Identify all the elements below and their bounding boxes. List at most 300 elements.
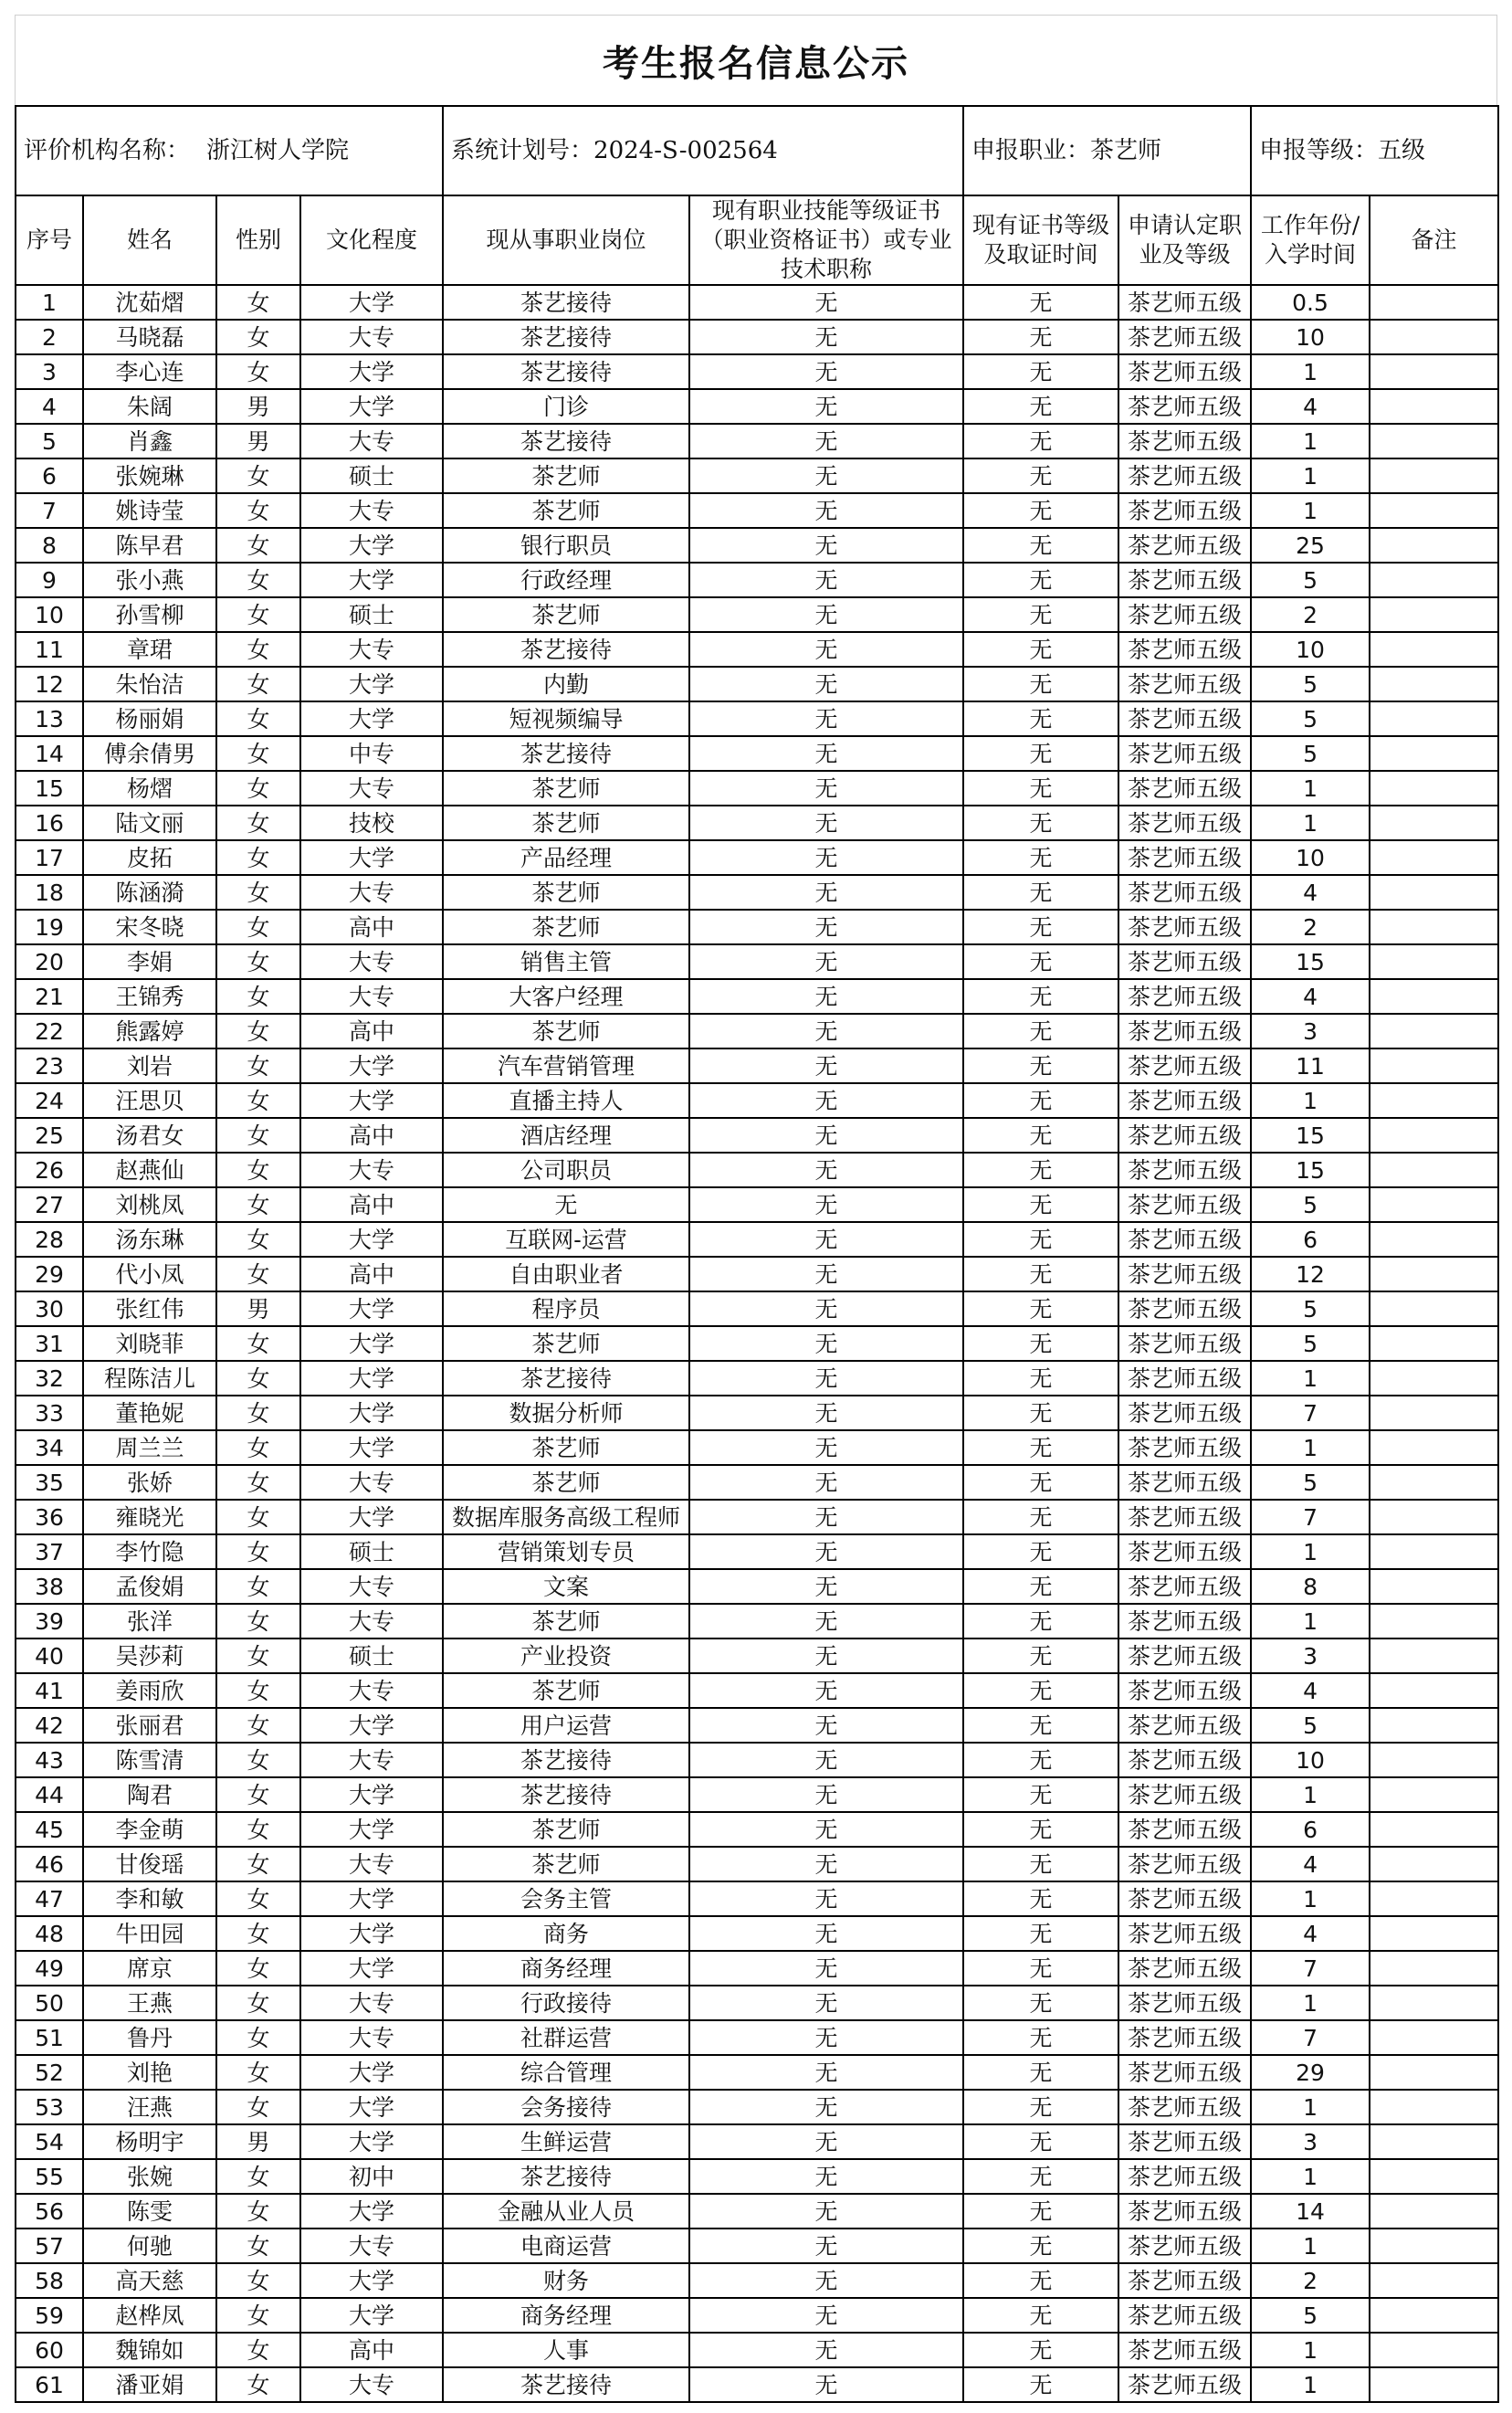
cell-name: 李竹隐 xyxy=(83,1534,216,1569)
cell-education: 大学 xyxy=(300,1500,443,1534)
table-row xyxy=(16,1604,1498,1639)
table-row xyxy=(16,979,1498,1014)
cell-name: 王燕 xyxy=(83,1986,216,2020)
cell-index: 19 xyxy=(16,910,83,944)
cell-current-job: 用户运营 xyxy=(443,1708,689,1743)
cell-name: 刘晓菲 xyxy=(83,1326,216,1361)
table-row xyxy=(16,944,1498,979)
cell-gender: 女 xyxy=(216,1569,300,1604)
cell-existing-cert: 无 xyxy=(689,632,963,667)
table-row xyxy=(16,1673,1498,1708)
cell-remarks xyxy=(1370,1534,1498,1569)
table-row xyxy=(16,1639,1498,1673)
cell-name: 朱阔 xyxy=(83,389,216,424)
cell-education: 大学 xyxy=(300,563,443,597)
cell-gender: 女 xyxy=(216,2090,300,2124)
cell-gender: 女 xyxy=(216,632,300,667)
cell-index: 40 xyxy=(16,1639,83,1673)
cell-current-job: 社群运营 xyxy=(443,2020,689,2055)
cell-cert-level-time: 无 xyxy=(963,1569,1118,1604)
cell-applied-level: 茶艺师五级 xyxy=(1118,1812,1251,1847)
cell-years: 1 xyxy=(1251,1361,1370,1396)
cell-current-job: 无 xyxy=(443,1187,689,1222)
cell-remarks xyxy=(1370,736,1498,771)
cell-current-job: 茶艺师 xyxy=(443,458,689,493)
cell-gender: 女 xyxy=(216,597,300,632)
cell-applied-level: 茶艺师五级 xyxy=(1118,389,1251,424)
cell-education: 大专 xyxy=(300,1986,443,2020)
cell-existing-cert: 无 xyxy=(689,2124,963,2159)
cell-index: 32 xyxy=(16,1361,83,1396)
cell-remarks xyxy=(1370,1048,1498,1083)
cell-cert-level-time: 无 xyxy=(963,1500,1118,1534)
cell-years: 12 xyxy=(1251,1257,1370,1291)
cell-education: 大学 xyxy=(300,2263,443,2298)
cell-existing-cert: 无 xyxy=(689,1361,963,1396)
cell-current-job: 茶艺师 xyxy=(443,1465,689,1500)
cell-remarks xyxy=(1370,2229,1498,2263)
cell-existing-cert: 无 xyxy=(689,2333,963,2367)
cell-years: 4 xyxy=(1251,1847,1370,1881)
cell-current-job: 茶艺师 xyxy=(443,1430,689,1465)
cell-cert-level-time: 无 xyxy=(963,910,1118,944)
cell-applied-level: 茶艺师五级 xyxy=(1118,354,1251,389)
cell-applied-level: 茶艺师五级 xyxy=(1118,597,1251,632)
cell-education: 大学 xyxy=(300,840,443,875)
cell-name: 张婉琳 xyxy=(83,458,216,493)
cell-applied-level: 茶艺师五级 xyxy=(1118,840,1251,875)
cell-applied-level: 茶艺师五级 xyxy=(1118,979,1251,1014)
cell-gender: 女 xyxy=(216,1708,300,1743)
cell-education: 大专 xyxy=(300,1847,443,1881)
cell-remarks xyxy=(1370,1083,1498,1118)
cell-applied-level: 茶艺师五级 xyxy=(1118,875,1251,910)
cell-current-job: 茶艺师 xyxy=(443,771,689,806)
cell-applied-level: 茶艺师五级 xyxy=(1118,2229,1251,2263)
cell-gender: 女 xyxy=(216,840,300,875)
cell-education: 大专 xyxy=(300,1153,443,1187)
cell-years: 4 xyxy=(1251,979,1370,1014)
table-row xyxy=(16,1534,1498,1569)
cell-gender: 男 xyxy=(216,389,300,424)
cell-applied-level: 茶艺师五级 xyxy=(1118,2263,1251,2298)
cell-remarks xyxy=(1370,1777,1498,1812)
cell-existing-cert: 无 xyxy=(689,1777,963,1812)
cell-gender: 女 xyxy=(216,528,300,563)
table-row xyxy=(16,1743,1498,1777)
cell-education: 大学 xyxy=(300,1430,443,1465)
cell-existing-cert: 无 xyxy=(689,1881,963,1916)
cell-current-job: 程序员 xyxy=(443,1291,689,1326)
cell-gender: 女 xyxy=(216,667,300,701)
table-row xyxy=(16,1326,1498,1361)
cell-remarks xyxy=(1370,1986,1498,2020)
cell-applied-level: 茶艺师五级 xyxy=(1118,1951,1251,1986)
cell-index: 6 xyxy=(16,458,83,493)
cell-remarks xyxy=(1370,2298,1498,2333)
table-row xyxy=(16,1986,1498,2020)
header-gender: 性别 xyxy=(216,195,300,285)
cell-existing-cert: 无 xyxy=(689,1534,963,1569)
cell-education: 大学 xyxy=(300,2298,443,2333)
cell-education: 大专 xyxy=(300,320,443,354)
cell-existing-cert: 无 xyxy=(689,1430,963,1465)
cell-existing-cert: 无 xyxy=(689,1187,963,1222)
cell-applied-level: 茶艺师五级 xyxy=(1118,493,1251,528)
cell-gender: 女 xyxy=(216,1500,300,1534)
cell-name: 周兰兰 xyxy=(83,1430,216,1465)
cell-name: 汪思贝 xyxy=(83,1083,216,1118)
cell-years: 1 xyxy=(1251,2333,1370,2367)
table-row xyxy=(16,285,1498,320)
cell-years: 1 xyxy=(1251,806,1370,840)
cell-years: 10 xyxy=(1251,632,1370,667)
cell-name: 雍晓光 xyxy=(83,1500,216,1534)
cell-index: 29 xyxy=(16,1257,83,1291)
cell-cert-level-time: 无 xyxy=(963,1187,1118,1222)
cell-existing-cert: 无 xyxy=(689,320,963,354)
cell-existing-cert: 无 xyxy=(689,1812,963,1847)
cell-cert-level-time: 无 xyxy=(963,2333,1118,2367)
cell-remarks xyxy=(1370,528,1498,563)
cell-applied-level: 茶艺师五级 xyxy=(1118,667,1251,701)
table-row xyxy=(16,2298,1498,2333)
cell-gender: 女 xyxy=(216,1430,300,1465)
cell-index: 10 xyxy=(16,597,83,632)
cell-remarks xyxy=(1370,910,1498,944)
cell-existing-cert: 无 xyxy=(689,2159,963,2194)
cell-name: 张洋 xyxy=(83,1604,216,1639)
cell-cert-level-time: 无 xyxy=(963,1916,1118,1951)
cell-gender: 女 xyxy=(216,1916,300,1951)
cell-cert-level-time: 无 xyxy=(963,1951,1118,1986)
header-name: 姓名 xyxy=(83,195,216,285)
cell-index: 44 xyxy=(16,1777,83,1812)
cell-existing-cert: 无 xyxy=(689,528,963,563)
table-row xyxy=(16,2090,1498,2124)
cell-index: 49 xyxy=(16,1951,83,1986)
cell-education: 大学 xyxy=(300,667,443,701)
cell-current-job: 茶艺接待 xyxy=(443,320,689,354)
cell-name: 张娇 xyxy=(83,1465,216,1500)
cell-remarks xyxy=(1370,2090,1498,2124)
cell-gender: 女 xyxy=(216,1048,300,1083)
cell-current-job: 综合管理 xyxy=(443,2055,689,2090)
cell-remarks xyxy=(1370,563,1498,597)
cell-years: 5 xyxy=(1251,1187,1370,1222)
cell-existing-cert: 无 xyxy=(689,1083,963,1118)
cell-applied-level: 茶艺师五级 xyxy=(1118,528,1251,563)
cell-existing-cert: 无 xyxy=(689,1604,963,1639)
cell-education: 大专 xyxy=(300,771,443,806)
cell-existing-cert: 无 xyxy=(689,493,963,528)
cell-applied-level: 茶艺师五级 xyxy=(1118,1708,1251,1743)
cell-index: 25 xyxy=(16,1118,83,1153)
cell-index: 12 xyxy=(16,667,83,701)
cell-applied-level: 茶艺师五级 xyxy=(1118,2020,1251,2055)
cell-gender: 女 xyxy=(216,2055,300,2090)
cell-index: 56 xyxy=(16,2194,83,2229)
cell-current-job: 酒店经理 xyxy=(443,1118,689,1153)
cell-applied-level: 茶艺师五级 xyxy=(1118,1465,1251,1500)
cell-index: 43 xyxy=(16,1743,83,1777)
table-row xyxy=(16,1881,1498,1916)
cell-existing-cert: 无 xyxy=(689,1708,963,1743)
cell-applied-level: 茶艺师五级 xyxy=(1118,1048,1251,1083)
cell-index: 57 xyxy=(16,2229,83,2263)
cell-current-job: 财务 xyxy=(443,2263,689,2298)
cell-education: 硕士 xyxy=(300,1534,443,1569)
cell-index: 37 xyxy=(16,1534,83,1569)
cell-index: 45 xyxy=(16,1812,83,1847)
cell-cert-level-time: 无 xyxy=(963,493,1118,528)
cell-name: 潘亚娟 xyxy=(83,2367,216,2402)
cell-years: 8 xyxy=(1251,1569,1370,1604)
cell-remarks xyxy=(1370,1257,1498,1291)
cell-name: 刘桃凤 xyxy=(83,1187,216,1222)
info-row xyxy=(16,106,1498,195)
cell-remarks xyxy=(1370,458,1498,493)
cell-index: 50 xyxy=(16,1986,83,2020)
header-row xyxy=(16,195,1498,285)
cell-gender: 女 xyxy=(216,1777,300,1812)
cell-applied-level: 茶艺师五级 xyxy=(1118,1118,1251,1153)
cell-education: 大学 xyxy=(300,389,443,424)
cell-cert-level-time: 无 xyxy=(963,1048,1118,1083)
cell-remarks xyxy=(1370,320,1498,354)
cell-remarks xyxy=(1370,2333,1498,2367)
cell-education: 大专 xyxy=(300,875,443,910)
cell-current-job: 茶艺接待 xyxy=(443,632,689,667)
cell-name: 董艳妮 xyxy=(83,1396,216,1430)
cell-years: 2 xyxy=(1251,2263,1370,2298)
cell-years: 15 xyxy=(1251,944,1370,979)
cell-index: 35 xyxy=(16,1465,83,1500)
cell-education: 大学 xyxy=(300,354,443,389)
table-row xyxy=(16,1951,1498,1986)
cell-index: 48 xyxy=(16,1916,83,1951)
cell-current-job: 汽车营销管理 xyxy=(443,1048,689,1083)
cell-index: 21 xyxy=(16,979,83,1014)
cell-name: 张小燕 xyxy=(83,563,216,597)
cell-cert-level-time: 无 xyxy=(963,2124,1118,2159)
cell-current-job: 直播主持人 xyxy=(443,1083,689,1118)
cell-cert-level-time: 无 xyxy=(963,2090,1118,2124)
cell-gender: 女 xyxy=(216,1396,300,1430)
cell-education: 硕士 xyxy=(300,597,443,632)
cell-remarks xyxy=(1370,840,1498,875)
cell-years: 29 xyxy=(1251,2055,1370,2090)
cell-gender: 女 xyxy=(216,701,300,736)
table-row xyxy=(16,1083,1498,1118)
cell-education: 大专 xyxy=(300,944,443,979)
cell-applied-level: 茶艺师五级 xyxy=(1118,1534,1251,1569)
cell-name: 赵桦凤 xyxy=(83,2298,216,2333)
cell-current-job: 数据库服务高级工程师 xyxy=(443,1500,689,1534)
cell-cert-level-time: 无 xyxy=(963,2367,1118,2402)
cell-applied-level: 茶艺师五级 xyxy=(1118,320,1251,354)
cell-index: 28 xyxy=(16,1222,83,1257)
cell-name: 陶君 xyxy=(83,1777,216,1812)
cell-index: 5 xyxy=(16,424,83,458)
cell-years: 3 xyxy=(1251,1014,1370,1048)
cell-existing-cert: 无 xyxy=(689,389,963,424)
cell-name: 刘艳 xyxy=(83,2055,216,2090)
table-row xyxy=(16,2263,1498,2298)
cell-remarks xyxy=(1370,1951,1498,1986)
cell-cert-level-time: 无 xyxy=(963,2298,1118,2333)
cell-years: 1 xyxy=(1251,2229,1370,2263)
cell-gender: 女 xyxy=(216,1881,300,1916)
cell-name: 杨丽娟 xyxy=(83,701,216,736)
occupation-label: 申报职业： xyxy=(971,137,1091,164)
cell-applied-level: 茶艺师五级 xyxy=(1118,1430,1251,1465)
cell-name: 张丽君 xyxy=(83,1708,216,1743)
cell-education: 大学 xyxy=(300,2055,443,2090)
cell-current-job: 金融从业人员 xyxy=(443,2194,689,2229)
cell-years: 5 xyxy=(1251,667,1370,701)
cell-current-job: 茶艺接待 xyxy=(443,1361,689,1396)
cell-remarks xyxy=(1370,1430,1498,1465)
cell-gender: 女 xyxy=(216,2333,300,2367)
org-label: 评价机构名称： xyxy=(24,137,191,164)
table-row xyxy=(16,2124,1498,2159)
plan-cell xyxy=(443,106,963,195)
cell-index: 27 xyxy=(16,1187,83,1222)
cell-education: 高中 xyxy=(300,1014,443,1048)
cell-years: 1 xyxy=(1251,493,1370,528)
cell-cert-level-time: 无 xyxy=(963,2020,1118,2055)
cell-name: 宋冬晓 xyxy=(83,910,216,944)
cell-applied-level: 茶艺师五级 xyxy=(1118,736,1251,771)
cell-gender: 女 xyxy=(216,2229,300,2263)
table-row xyxy=(16,1500,1498,1534)
cell-index: 15 xyxy=(16,771,83,806)
cell-applied-level: 茶艺师五级 xyxy=(1118,2367,1251,2402)
table-row xyxy=(16,2229,1498,2263)
table-row xyxy=(16,1014,1498,1048)
cell-years: 14 xyxy=(1251,2194,1370,2229)
cell-years: 0.5 xyxy=(1251,285,1370,320)
cell-gender: 女 xyxy=(216,458,300,493)
cell-index: 58 xyxy=(16,2263,83,2298)
cell-current-job: 茶艺师 xyxy=(443,875,689,910)
cell-current-job: 茶艺师 xyxy=(443,1812,689,1847)
cell-applied-level: 茶艺师五级 xyxy=(1118,1500,1251,1534)
cell-applied-level: 茶艺师五级 xyxy=(1118,806,1251,840)
cell-applied-level: 茶艺师五级 xyxy=(1118,1881,1251,1916)
cell-remarks xyxy=(1370,2124,1498,2159)
cell-cert-level-time: 无 xyxy=(963,1881,1118,1916)
cell-years: 15 xyxy=(1251,1118,1370,1153)
cell-current-job: 茶艺师 xyxy=(443,597,689,632)
cell-education: 大学 xyxy=(300,1881,443,1916)
cell-index: 7 xyxy=(16,493,83,528)
table-row xyxy=(16,493,1498,528)
cell-existing-cert: 无 xyxy=(689,354,963,389)
cell-current-job: 茶艺师 xyxy=(443,910,689,944)
table-row xyxy=(16,1569,1498,1604)
table-row xyxy=(16,389,1498,424)
cell-remarks xyxy=(1370,1604,1498,1639)
cell-index: 13 xyxy=(16,701,83,736)
cell-years: 25 xyxy=(1251,528,1370,563)
cell-gender: 女 xyxy=(216,2367,300,2402)
cell-index: 54 xyxy=(16,2124,83,2159)
cell-years: 1 xyxy=(1251,458,1370,493)
cell-education: 大专 xyxy=(300,979,443,1014)
cell-existing-cert: 无 xyxy=(689,597,963,632)
cell-education: 大专 xyxy=(300,493,443,528)
cell-gender: 女 xyxy=(216,1986,300,2020)
cell-years: 1 xyxy=(1251,424,1370,458)
cell-remarks xyxy=(1370,1847,1498,1881)
cell-current-job: 互联网-运营 xyxy=(443,1222,689,1257)
cell-gender: 女 xyxy=(216,320,300,354)
cell-current-job: 商务经理 xyxy=(443,1951,689,1986)
cell-applied-level: 茶艺师五级 xyxy=(1118,563,1251,597)
cell-cert-level-time: 无 xyxy=(963,424,1118,458)
cell-current-job: 茶艺师 xyxy=(443,493,689,528)
cell-name: 姜雨欣 xyxy=(83,1673,216,1708)
cell-gender: 女 xyxy=(216,1743,300,1777)
cell-index: 51 xyxy=(16,2020,83,2055)
cell-existing-cert: 无 xyxy=(689,1639,963,1673)
cell-index: 59 xyxy=(16,2298,83,2333)
cell-name: 代小凤 xyxy=(83,1257,216,1291)
cell-remarks xyxy=(1370,2055,1498,2090)
cell-index: 52 xyxy=(16,2055,83,2090)
cell-existing-cert: 无 xyxy=(689,979,963,1014)
cell-index: 22 xyxy=(16,1014,83,1048)
cell-years: 10 xyxy=(1251,1743,1370,1777)
cell-existing-cert: 无 xyxy=(689,2194,963,2229)
cell-cert-level-time: 无 xyxy=(963,1222,1118,1257)
cell-remarks xyxy=(1370,667,1498,701)
cell-education: 大学 xyxy=(300,1777,443,1812)
cell-existing-cert: 无 xyxy=(689,875,963,910)
cell-applied-level: 茶艺师五级 xyxy=(1118,285,1251,320)
cell-current-job: 茶艺师 xyxy=(443,1326,689,1361)
table-row xyxy=(16,806,1498,840)
header-existing-cert: 现有职业技能等级证书（职业资格证书）或专业技术职称 xyxy=(689,195,963,285)
table-row xyxy=(16,2159,1498,2194)
cell-education: 高中 xyxy=(300,2333,443,2367)
cell-cert-level-time: 无 xyxy=(963,1396,1118,1430)
cell-gender: 女 xyxy=(216,563,300,597)
cell-index: 4 xyxy=(16,389,83,424)
table-row xyxy=(16,701,1498,736)
cell-education: 大专 xyxy=(300,2020,443,2055)
cell-current-job: 茶艺师 xyxy=(443,1673,689,1708)
cell-remarks xyxy=(1370,1222,1498,1257)
cell-cert-level-time: 无 xyxy=(963,875,1118,910)
cell-cert-level-time: 无 xyxy=(963,1847,1118,1881)
cell-education: 大专 xyxy=(300,1673,443,1708)
cell-years: 6 xyxy=(1251,1812,1370,1847)
cell-existing-cert: 无 xyxy=(689,2020,963,2055)
cell-current-job: 短视频编导 xyxy=(443,701,689,736)
cell-education: 大学 xyxy=(300,1812,443,1847)
cell-gender: 女 xyxy=(216,285,300,320)
cell-years: 5 xyxy=(1251,701,1370,736)
cell-name: 魏锦如 xyxy=(83,2333,216,2367)
cell-name: 李金萌 xyxy=(83,1812,216,1847)
table-row xyxy=(16,1396,1498,1430)
cell-cert-level-time: 无 xyxy=(963,1604,1118,1639)
header-remarks: 备注 xyxy=(1370,195,1498,285)
cell-gender: 女 xyxy=(216,1222,300,1257)
